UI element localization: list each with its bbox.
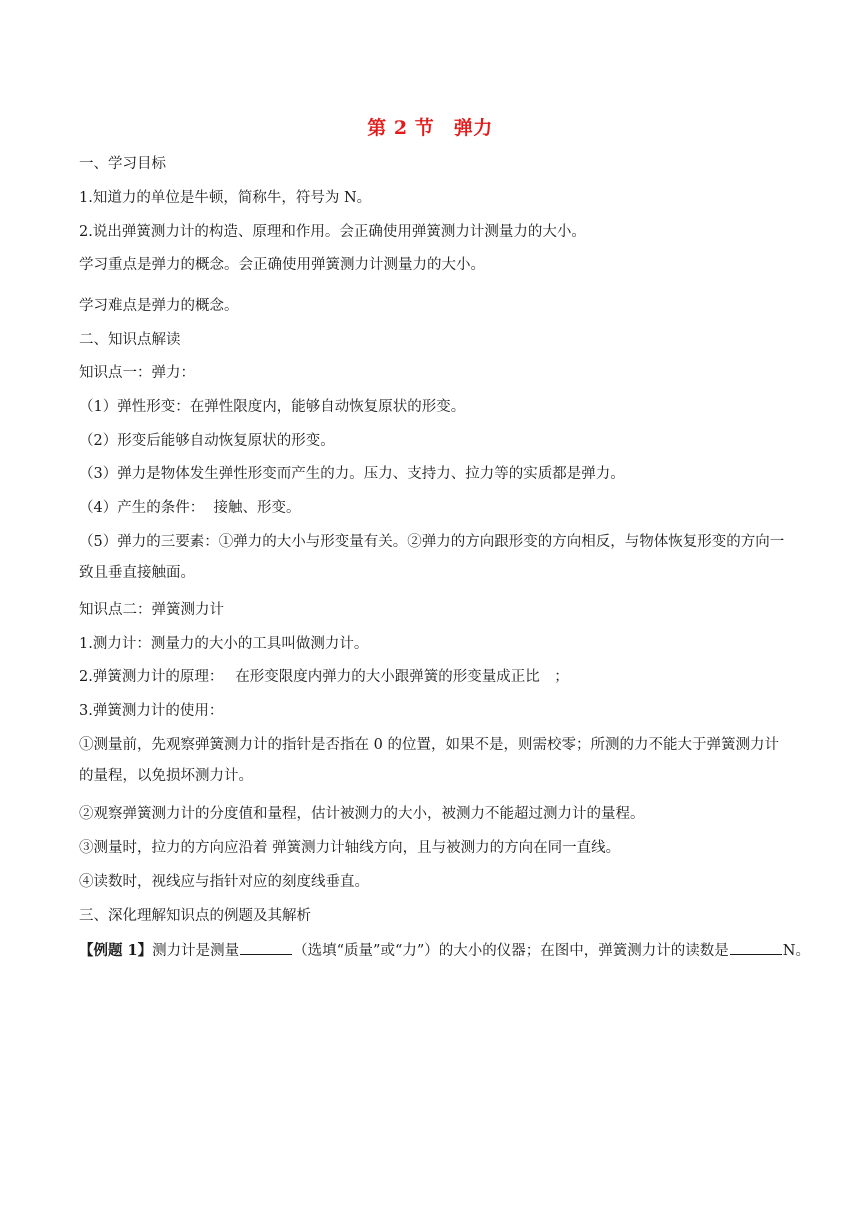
key-point: 学习重点是弹力的概念。会正确使用弹簧测力计测量力的大小。 — [79, 257, 485, 273]
difficulty-point: 学习难点是弹力的概念。 — [79, 298, 239, 314]
kp2-usage-4: ④读数时，视线应与指针对应的刻度线垂直。 — [79, 874, 369, 890]
kp2-usage-1: ①测量前，先观察弹簧测力计的指针是否指在 0 的位置，如果不是，则需校零；所测的力不能大于弹簧测力计的量程，以免损坏测力计。 — [79, 737, 779, 784]
example-tag: 【例题 1】 — [79, 942, 153, 959]
example-text-2: （选填“质量”或“力”）的大小的仪器；在图中，弹簧测力计的读数是 — [293, 943, 729, 959]
kp2-usage-3: ③测量时，拉力的方向应沿着 弹簧测力计轴线方向，且与被测力的方向在同一直线。 — [79, 840, 621, 856]
kp1-item-5: （5）弹力的三要素：①弹力的大小与形变量有关。②弹力的方向跟形变的方向相反，与物体恢复形变的方向一致且垂直接触面。 — [79, 534, 785, 581]
section-heading-goals: 一、学习目标 — [79, 156, 166, 172]
kp2-usage-2: ②观察弹簧测力计的分度值和量程，估计被测力的大小，被测力不能超过测力计的量程。 — [79, 806, 645, 822]
kp1-item-4: （4）产生的条件： 接触、形变。 — [79, 500, 301, 516]
knowledge-point-2-heading: 知识点二：弹簧测力计 — [79, 602, 224, 618]
kp2-item-2: 2.弹簧测力计的原理： 在形变限度内弹力的大小跟弹簧的形变量成正比 ； — [79, 669, 569, 685]
answer-blank-2[interactable] — [730, 940, 782, 955]
example-1 — [79, 940, 810, 961]
kp1-item-1: （1）弹性形变：在弹性限度内，能够自动恢复原状的形变。 — [79, 399, 466, 415]
kp2-item-1: 1.测力计：测量力的大小的工具叫做测力计。 — [79, 636, 369, 652]
kp2-item-3: 3.弹簧测力计的使用： — [79, 703, 224, 719]
knowledge-point-1-heading: 知识点一：弹力： — [79, 365, 195, 381]
kp1-item-3: （3）弹力是物体发生弹性形变而产生的力。压力、支持力、拉力等的实质都是弹力。 — [79, 466, 625, 482]
kp1-item-2: （2）形变后能够自动恢复原状的形变。 — [79, 433, 335, 449]
example-text-3: N。 — [782, 943, 810, 959]
goal-2: 2.说出弹簧测力计的构造、原理和作用。会正确使用弹簧测力计测量力的大小。 — [79, 224, 586, 240]
section-heading-examples: 三、深化理解知识点的例题及其解析 — [79, 908, 311, 924]
example-text-1: 测力计是测量 — [152, 943, 240, 959]
page-title: 第 2 节 弹力 — [367, 117, 493, 139]
goal-1: 1.知道力的单位是牛顿，简称牛，符号为 N。 — [79, 190, 372, 206]
answer-blank-1[interactable] — [240, 940, 292, 955]
section-heading-knowledge: 二、知识点解读 — [79, 332, 181, 348]
